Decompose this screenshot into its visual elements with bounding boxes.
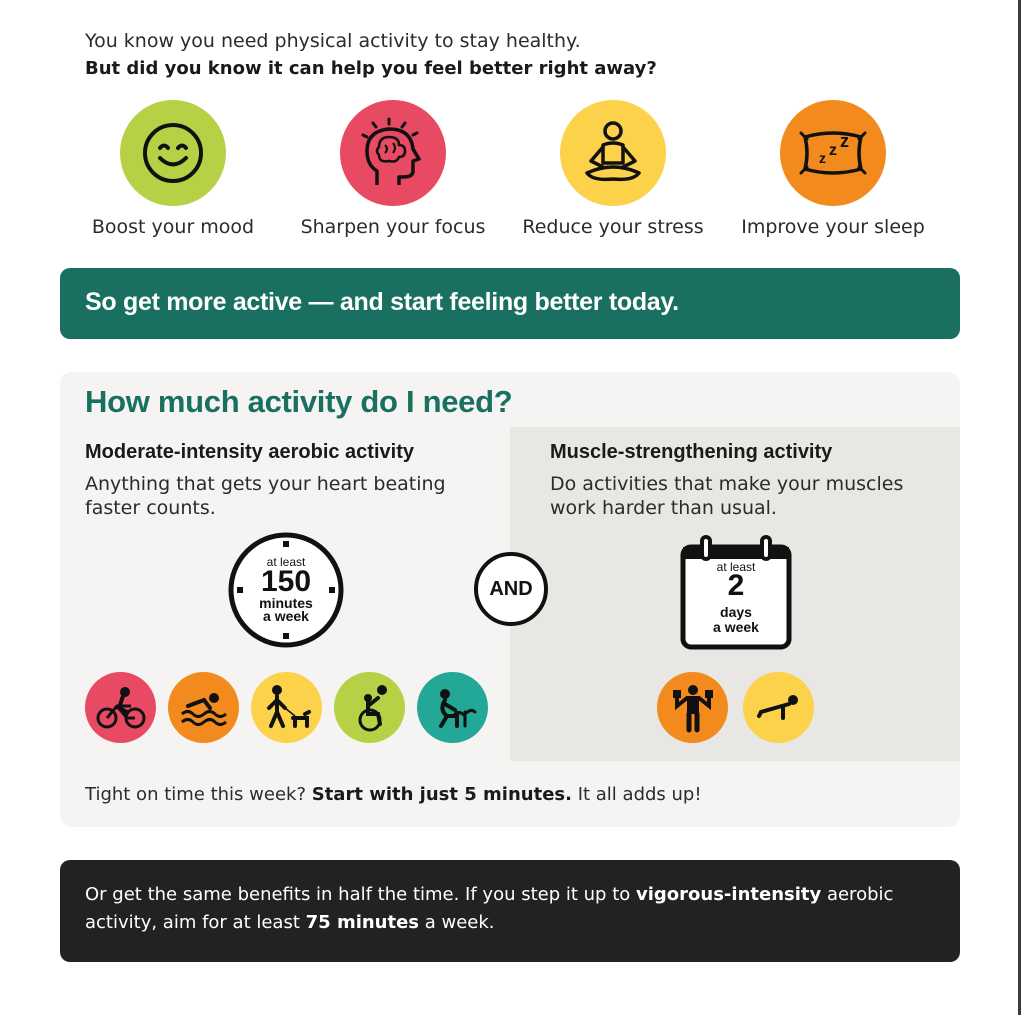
card-footer-note xyxy=(85,784,702,805)
vigorous-text-3: a week. xyxy=(419,912,495,933)
aerobic-text-line-1: Anything that gets your heart beating xyxy=(85,473,446,495)
card-title: How much activity do I need? xyxy=(85,384,513,419)
vigorous-text-2: aerobic activity, aim for at least xyxy=(85,884,894,933)
benefit-label: Reduce your stress xyxy=(522,216,704,238)
activity-card xyxy=(60,372,960,827)
weekly-days-goal xyxy=(680,535,792,651)
meditation-icon xyxy=(560,100,666,206)
page-edge-rule xyxy=(1018,0,1021,1015)
and-badge: AND xyxy=(474,552,548,626)
vigorous-emphasis-1: vigorous-intensity xyxy=(636,884,822,905)
clock-value: 150 xyxy=(260,565,312,598)
intro-line-2: But did you know it can help you feel better right away? xyxy=(85,58,657,79)
benefit-stress xyxy=(493,100,733,238)
calendar-value: 2 xyxy=(727,569,745,602)
push-up-icon xyxy=(743,672,814,743)
weekly-minutes-goal xyxy=(227,531,345,649)
svg-text:z: z xyxy=(819,150,826,166)
intro-line-1: You know you need physical activity to stay healthy. xyxy=(85,30,581,52)
dog-walking-icon xyxy=(251,672,322,743)
clock-unit-line-2: a week xyxy=(263,608,309,624)
aerobic-heading: Moderate-intensity aerobic activity xyxy=(85,441,414,463)
vigorous-activity-box xyxy=(60,860,960,962)
swimming-icon xyxy=(168,672,239,743)
svg-text:z: z xyxy=(840,131,849,151)
benefit-label: Sharpen your focus xyxy=(300,216,486,238)
footer-text-bold: Start with just 5 minutes. xyxy=(311,784,572,805)
smiley-face-icon xyxy=(120,100,226,206)
calendar-unit-line-2: a week xyxy=(713,619,759,635)
cycling-icon xyxy=(85,672,156,743)
clock-unit-line-1: minutes xyxy=(259,595,313,611)
aerobic-text-line-2: faster counts. xyxy=(85,497,216,519)
vigorous-emphasis-2: 75 minutes xyxy=(305,912,420,933)
weight-lifting-icon xyxy=(657,672,728,743)
calendar-prefix: at least xyxy=(716,560,756,574)
footer-text-pre: Tight on time this week? xyxy=(85,784,312,805)
benefit-sleep xyxy=(713,100,953,238)
benefit-label: Improve your sleep xyxy=(741,216,925,238)
muscle-heading: Muscle-strengthening activity xyxy=(550,441,833,463)
call-to-action-banner: So get more active — and start feeling better today. xyxy=(60,268,960,339)
muscle-text-line-1: Do activities that make your muscles xyxy=(550,473,904,495)
brain-head-icon xyxy=(340,100,446,206)
benefit-label: Boost your mood xyxy=(91,216,255,238)
clock-prefix: at least xyxy=(266,555,306,569)
gardening-icon xyxy=(417,672,488,743)
calendar-unit-line-1: days xyxy=(720,604,752,620)
vigorous-text-1: Or get the same benefits in half the time. If you step it up to xyxy=(85,884,636,905)
footer-text-post: It all adds up! xyxy=(571,784,702,805)
muscle-text-line-2: work harder than usual. xyxy=(550,497,777,519)
svg-text:z: z xyxy=(829,142,837,159)
pillow-zzz-icon xyxy=(780,100,886,206)
benefit-focus xyxy=(273,100,513,238)
wheelchair-basketball-icon xyxy=(334,672,405,743)
benefit-mood xyxy=(53,100,293,238)
